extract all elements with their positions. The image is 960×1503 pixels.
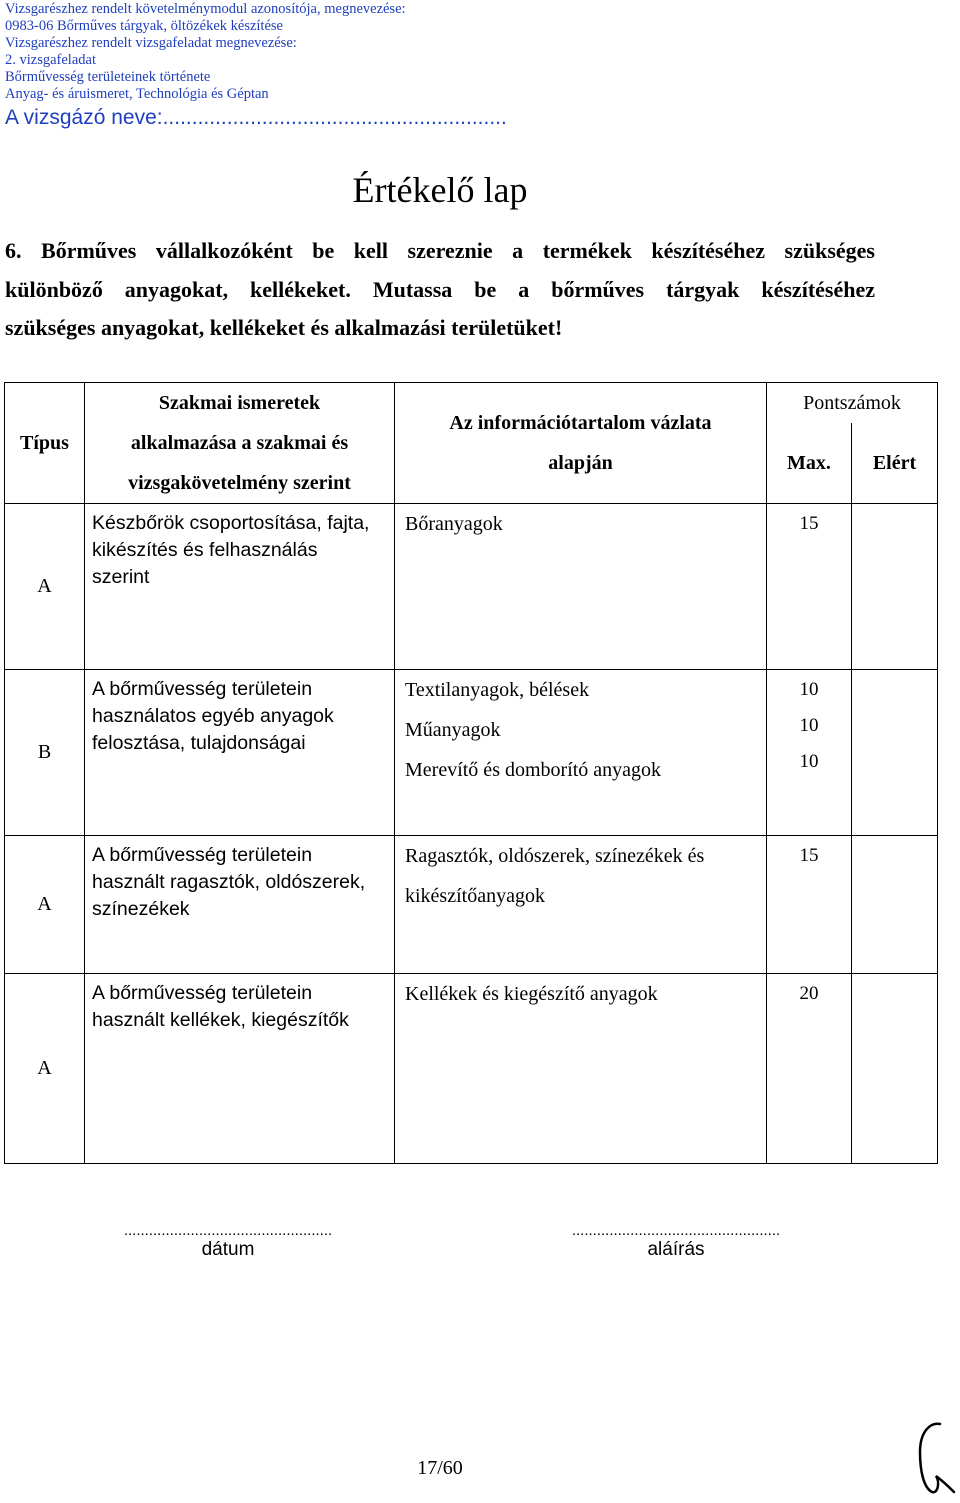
row-achieved-points — [852, 836, 938, 974]
table-row — [5, 974, 938, 1164]
header-points: Pontszámok — [767, 383, 938, 423]
max-point: 20 — [799, 983, 819, 1004]
signature-label: aláírás — [647, 1239, 705, 1260]
header-line-module-name: 0983-06 Bőrműves tárgyak, öltözékek készítése — [5, 18, 283, 34]
header-line-module-label: Vizsgarészhez rendelt követelménymodul azonosítója, megnevezése: — [5, 1, 406, 17]
examinee-name-line: A vizsgázó neve:........................................................... — [5, 106, 507, 129]
info-line: Kellékek és kiegészítő anyagok — [405, 983, 658, 1005]
row-achieved-points — [852, 504, 938, 670]
header-info-line: alapján — [548, 452, 613, 474]
knowledge-line: használatos egyéb anyagok — [92, 705, 334, 727]
info-line: Műanyagok — [405, 719, 501, 741]
header-line-subject-materials: Anyag- és áruismeret, Technológia és Géptan — [5, 86, 269, 102]
knowledge-line: Készbőrök csoportosítása, fajta, — [92, 512, 370, 534]
row-achieved-points — [852, 670, 938, 836]
task-line: 6. Bőrműves vállalkozóként be kell szereznie a termékek készítéséhez szükséges — [5, 238, 875, 263]
task-line: szükséges anyagokat, kellékeket és alkalmazási területüket! — [5, 315, 563, 340]
row-knowledge — [85, 670, 395, 836]
row-max-points — [767, 836, 852, 974]
header-line-task-label: Vizsgarészhez rendelt vizsgafeladat megnevezése: — [5, 35, 297, 51]
evaluation-table — [4, 382, 938, 1164]
row-info — [395, 836, 767, 974]
max-point: 10 — [799, 751, 819, 772]
header-knowledge — [85, 383, 395, 504]
max-point: 15 — [799, 513, 819, 534]
row-knowledge — [85, 836, 395, 974]
table-row — [5, 504, 938, 670]
row-achieved-points — [852, 974, 938, 1164]
max-point: 10 — [799, 679, 819, 700]
row-max-points — [767, 670, 852, 836]
header-max: Max. — [767, 423, 852, 504]
info-line: Merevítő és domborító anyagok — [405, 759, 662, 781]
handwritten-signature-icon — [910, 1418, 958, 1498]
table-row — [5, 836, 938, 974]
task-description — [5, 232, 875, 348]
knowledge-line: használt ragasztók, oldószerek, — [92, 871, 366, 893]
date-block — [92, 1222, 364, 1261]
date-label: dátum — [201, 1239, 255, 1260]
knowledge-line: színezékek — [92, 898, 190, 920]
max-point: 15 — [799, 845, 819, 866]
knowledge-line: kikészítés és felhasználás — [92, 539, 318, 561]
row-info — [395, 670, 767, 836]
knowledge-line: szerint — [92, 566, 150, 588]
signature-area — [0, 1222, 960, 1272]
header-type: Típus — [5, 383, 85, 504]
info-line: Bőranyagok — [405, 513, 503, 535]
header-knowledge-line: alkalmazása a szakmai és — [130, 432, 349, 454]
row-knowledge — [85, 974, 395, 1164]
info-line: kikészítőanyagok — [405, 885, 545, 907]
knowledge-line: használt kellékek, kiegészítők — [92, 1009, 349, 1031]
header-line-subject-history: Bőrművesség területeinek története — [5, 69, 211, 85]
header-info — [395, 383, 767, 504]
table-row — [5, 670, 938, 836]
header-knowledge-line: vizsgakövetelmény szerint — [128, 472, 351, 494]
row-type: A — [5, 504, 85, 670]
knowledge-line: felosztása, tulajdonságai — [92, 732, 306, 754]
row-info — [395, 974, 767, 1164]
signature-block — [540, 1222, 812, 1261]
row-type: A — [5, 836, 85, 974]
row-type: B — [5, 670, 85, 836]
signature-dots: .................................................. — [571, 1222, 781, 1239]
task-line: különböző anyagokat, kellékeket. Mutassa be a bőrműves tárgyak készítéséhez — [5, 276, 875, 302]
max-point: 10 — [799, 715, 819, 736]
header-knowledge-line: Szakmai ismeretek — [158, 392, 321, 414]
row-info — [395, 504, 767, 670]
header-achieved: Elért — [852, 423, 938, 504]
row-type: A — [5, 974, 85, 1164]
header-info-line: Az információtartalom vázlata — [449, 412, 712, 434]
row-max-points — [767, 974, 852, 1164]
row-max-points — [767, 504, 852, 670]
page-title: Értékelő lap — [352, 170, 528, 210]
header-line-task-number: 2. vizsgafeladat — [5, 52, 96, 68]
knowledge-line: A bőrművesség területein — [92, 678, 313, 700]
knowledge-line: A bőrművesség területein — [92, 844, 313, 866]
knowledge-line: A bőrművesség területein — [92, 982, 313, 1004]
info-line: Ragasztók, oldószerek, színezékek és — [405, 845, 705, 867]
info-line: Textilanyagok, bélések — [405, 679, 590, 701]
date-dots: .................................................. — [123, 1222, 333, 1239]
page-number: 17/60 — [417, 1457, 463, 1479]
row-knowledge — [85, 504, 395, 670]
